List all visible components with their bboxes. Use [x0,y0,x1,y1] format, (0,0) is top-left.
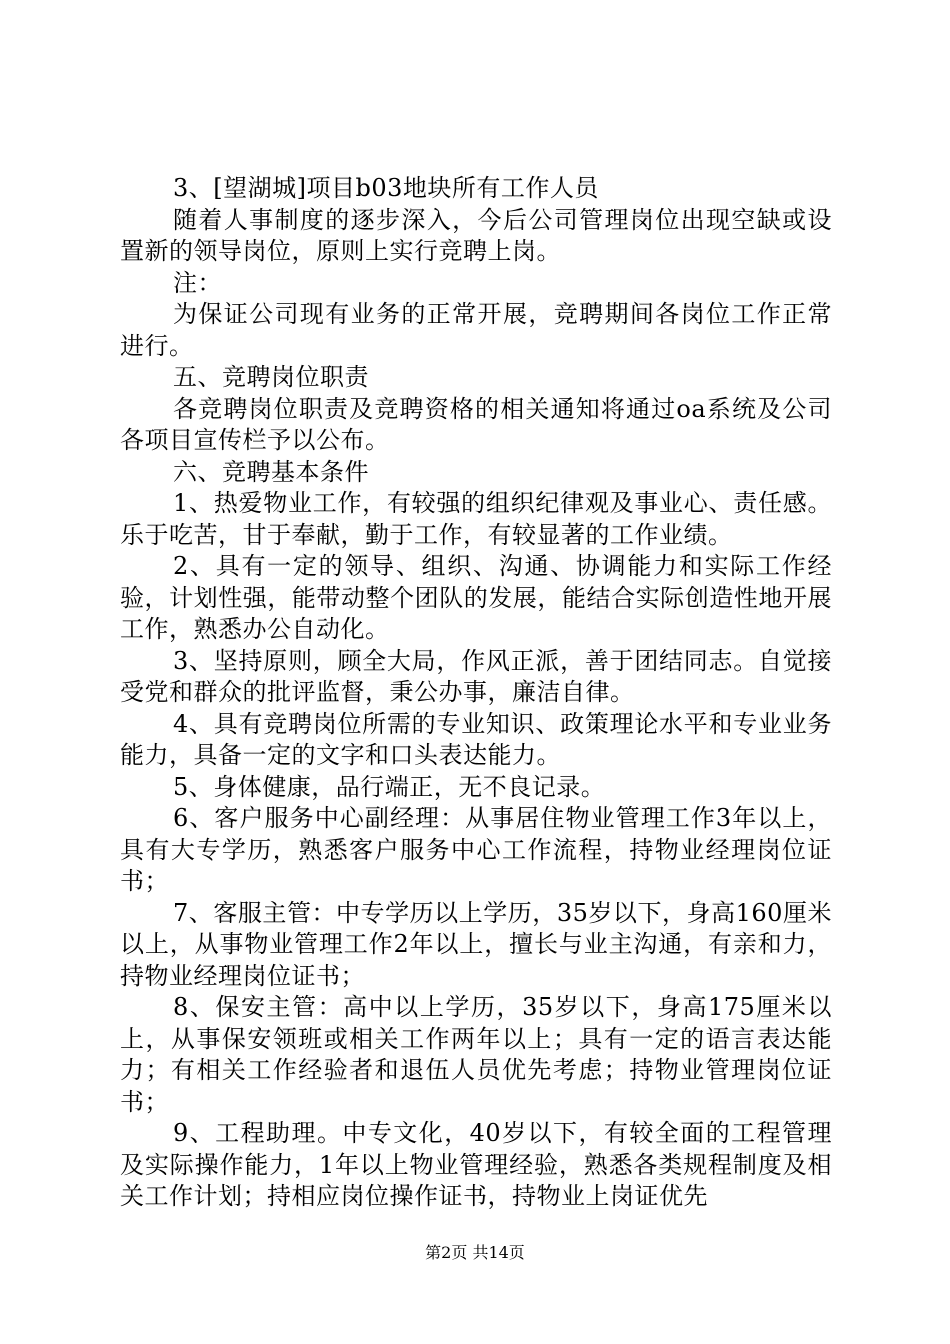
list-item: 9、工程助理。中专文化，40岁以下，有较全面的工程管理及实际操作能力，1年以上物业管理经验，熟悉各类规程制度及相关工作计划；持相应岗位操作证书，持物业上岗证优先 [120,1119,832,1210]
list-item: 6、客户服务中心副经理：从事居住物业管理工作3年以上，具有大专学历，熟悉客户服务中心工作流程，持物业经理岗位证书； [120,804,832,895]
list-item: 2、具有一定的领导、组织、沟通、协调能力和实际工作经验，计划性强，能带动整个团队的发展，能结合实际创造性地开展工作，熟悉办公自动化。 [120,552,832,643]
paragraph: 3、[望湖城]项目b03地块所有工作人员 [173,174,599,202]
paragraph: 各竞聘岗位职责及竞聘资格的相关通知将通过oa系统及公司各项目宣传栏予以公布。 [120,394,832,454]
list-item: 7、客服主管：中专学历以上学历，35岁以下，身高160厘米以上，从事物业管理工作2年以上，擅长与业主沟通，有亲和力，持物业经理岗位证书； [120,898,832,990]
paragraph: 注： [173,268,222,297]
paragraph: 为保证公司现有业务的正常开展，竞聘期间各岗位工作正常进行。 [120,300,832,360]
paragraph: 随着人事制度的逐步深入，今后公司管理岗位出现空缺或设置新的领导岗位，原则上实行竞聘上岗。 [120,205,832,265]
list-item: 8、保安主管：高中以上学历，35岁以下，身高175厘米以上，从事保安领班或相关工作两年以上；具有一定的语言表达能力；有相关工作经验者和退伍人员优先考虑；持物业管理岗位证书； [120,993,832,1116]
list-item: 3、坚持原则，顾全大局，作风正派，善于团结同志。自觉接受党和群众的批评监督，秉公办事，廉洁自律。 [120,646,832,706]
list-item: 1、热爱物业工作，有较强的组织纪律观及事业心、责任感。乐于吃苦，甘于奉献，勤于工作，有较显著的工作业绩。 [120,489,832,549]
list-item: 5、身体健康，品行端正，无不良记录。 [173,772,606,801]
section-heading: 六、竞聘基本条件 [173,457,369,486]
section-heading: 五、竞聘岗位职责 [173,363,369,391]
document-body [120,173,832,1213]
page-number-footer: 第2页 共14页 [425,1243,525,1262]
list-item: 4、具有竞聘岗位所需的专业知识、政策理论水平和专业业务能力，具备一定的文字和口头表达能力。 [120,709,832,769]
